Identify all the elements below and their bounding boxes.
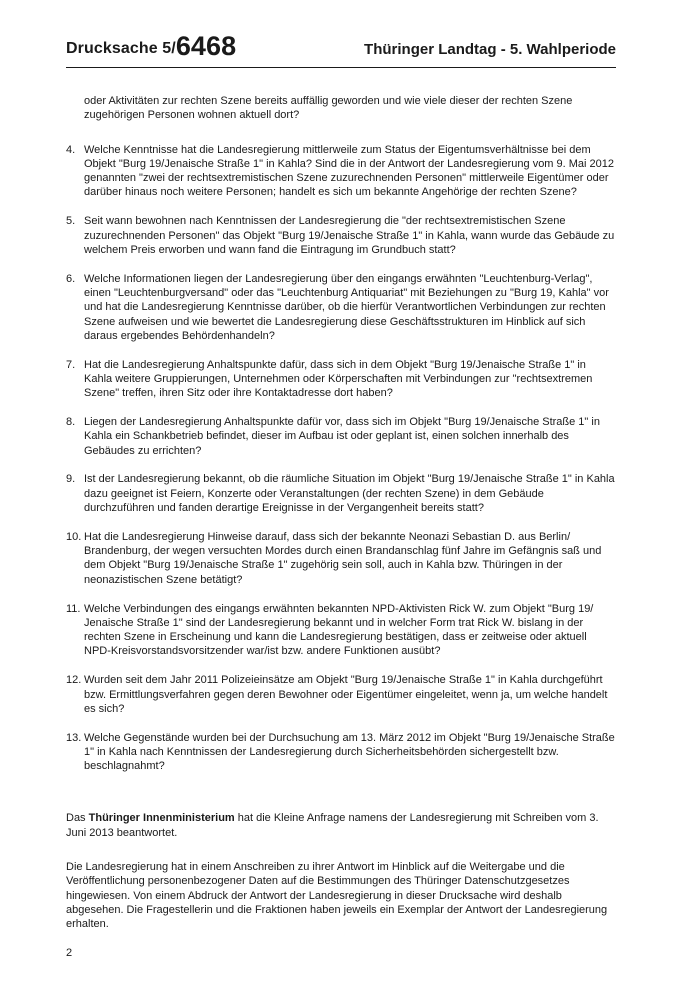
continuation-text: oder Aktivitäten zur rechten Szene bereits auffällig geworden und wie viele dieser der rechten Szene zugehörigen Personen wohnen aktuell dort? [84,95,573,122]
question-number: 7. [66,358,76,371]
question-list [66,143,616,774]
question-item [66,731,616,774]
question-item [66,214,616,257]
answer-note [66,811,616,840]
parliament-title: Thüringer Landtag - 5. Wahlperiode [364,41,616,58]
document-body [66,94,616,952]
question-text: Welche Gegenstände wurden bei der Durchsuchung am 13. März 2012 im Objekt "Burg 19/Jenaische Straße 1" in Kahla nach Kenntnissen der Landesregierung durch Sicherheitsbehörden sichergestellt bzw. beschlagnahmt? [84,731,615,773]
question-number: 6. [66,272,76,285]
question-item [66,472,616,515]
question-text: Seit wann bewohnen nach Kenntnissen der Landesregierung die "der rechtsextremistischen Szene zuzurechnenden Personen" das Objekt "Burg 19/Jenaische Straße 1" in Kahla, wann wurde das Gebäude zu welchem Preis erworben und wann fand die Eintragung im Grundbuch statt? [84,215,615,256]
question-item [66,272,616,343]
question-number: 8. [66,416,76,429]
question-text: Welche Verbindungen des eingangs erwähnten bekannten NPD-Aktivisten Rick W. zum Objekt "Burg 19/ Jenaische Straße 1" sind der Landesregierung bekannt und in welcher Form trat Rick W. bislang in der rechten Szene in Erscheinung und kann die Landesregierung bestätigen, dass er zeitweise oder aktuell NPD-Kreisvorstandsvorsitzender war/ist bzw. andere Funktionen ausübt? [84,602,594,658]
page-number: 2 [66,947,73,959]
question-number: 5. [66,215,76,228]
answer-note-rest: hat die Kleine Anfrage namens der Landesregierung mit Schreiben vom 3. Juni 2013 beantwortet. [66,812,599,839]
question-text: Welche Informationen liegen der Landesregierung über den eingangs erwähnten "Leuchtenburg-Verlag", einen "Leuchtenburgversand" oder das "Leuchtenburg Antiquariat" mit Beziehungen zu "Burg 19, Kahla" vor und hat die Landesregierung Kenntnisse darüber, ob die hierfür Verantwortlichen Verbindungen zur rechten Szene aufweisen und wie bewertet die Landesregierung diese Geschäftsstrukturen im Hinblick auf sich daraus ergebendes Behördenhandeln? [84,272,609,342]
question-text: Hat die Landesregierung Hinweise darauf, dass sich der bekannte Neonazi Sebastian D. aus Berlin/ Brandenburg, der wegen versuchten Mordes durch einen Brandanschlag fünf Jahre im Gefängnis saß und dem Objekt "Burg 19/Jenaische Straße 1" zugehörig sein soll, auch in Kahla bzw. Thüringen in der neonazistischen Szene betätigt? [84,530,602,586]
closing-paragraph: Die Landesregierung hat in einem Anschreiben zu ihrer Antwort im Hinblick auf die Weitergabe und die Veröffentlichung personenbezogener Daten auf die Bestimmungen des Thüringer Datenschutzgesetzes hingewiesen. Von einem Abdruck der Antwort der Landesregierung in dieser Drucksache wird deshalb abgesehen. Die Fragestellerin und die Fraktionen haben jeweils ein Exemplar der Antwort der Landesregierung erhalten. [66,861,608,931]
question-text: Ist der Landesregierung bekannt, ob die räumliche Situation im Objekt "Burg 19/Jenaische Straße 1" in Kahla dazu geeignet ist Feiern, Konzerte oder Veranstaltungen (der rechten Szene) in dem Gebäude durchzuführen und fanden derartige Ereignisse in der Vergangenheit bereits statt? [84,473,615,515]
question-item [66,530,616,587]
question-item [66,143,616,200]
question-number: 9. [66,473,76,486]
question-number: 12. [66,674,82,687]
question-item [66,415,616,458]
question-text: Wurden seit dem Jahr 2011 Polizeieinsätze am Objekt "Burg 19/Jenaische Straße 1" in Kahla durchgeführt bzw. Ermittlungsverfahren gegen deren Bewohner oder Eigentümer eingeleitet, wenn ja, um welche handelt es sich? [84,674,608,715]
question-number: 4. [66,143,76,156]
question-item [66,358,616,401]
document-number [66,29,236,60]
answer-note-lead: Das [66,812,89,825]
ministry-name: Thüringer Innenministerium [88,812,235,825]
question-text: Hat die Landesregierung Anhaltspunkte dafür, dass sich in dem Objekt "Burg 19/Jenaische Straße 1" in Kahla weitere Gruppierungen, Unternehmen oder Körperschaften mit Verbindungen zur "rechtsextremen Szene" treffen, ihren Sitz oder ihre Kontaktadresse dort haben? [84,358,593,400]
question-number: 10. [66,530,82,543]
question-text: Liegen der Landesregierung Anhaltspunkte dafür vor, dass sich im Objekt "Burg 19/Jenaische Straße 1" in Kahla ein Schankbetrieb befindet, dieser im Aufbau ist oder geplant ist, einen solchen innerhalb des Gebäudes zu errichten? [84,416,600,457]
question-text: Welche Kenntnisse hat die Landesregierung mittlerweile zum Status der Eigentumsverhältnisse bei dem Objekt "Burg 19/Jenaische Straße 1" in Kahla? Sind die in der Antwort der Landesregierung vom 9. Mai 2012 genannten "zwei der rechtsextremistischen Szene zuzurechnenden Personen" mittlerweile Eigentümer oder darüber hinaus noch weitere Personen; handelt es sich um bekannte Angehörige der rechten Szene? [84,143,615,199]
question-number: 13. [66,731,82,744]
question-item [66,602,616,659]
document-number-value: 6468 [175,31,237,61]
document-prefix: Drucksache 5/ [66,40,176,57]
question-item [66,673,616,716]
header-rule [66,67,616,68]
question-number: 11. [66,602,81,615]
page-header [66,30,616,64]
